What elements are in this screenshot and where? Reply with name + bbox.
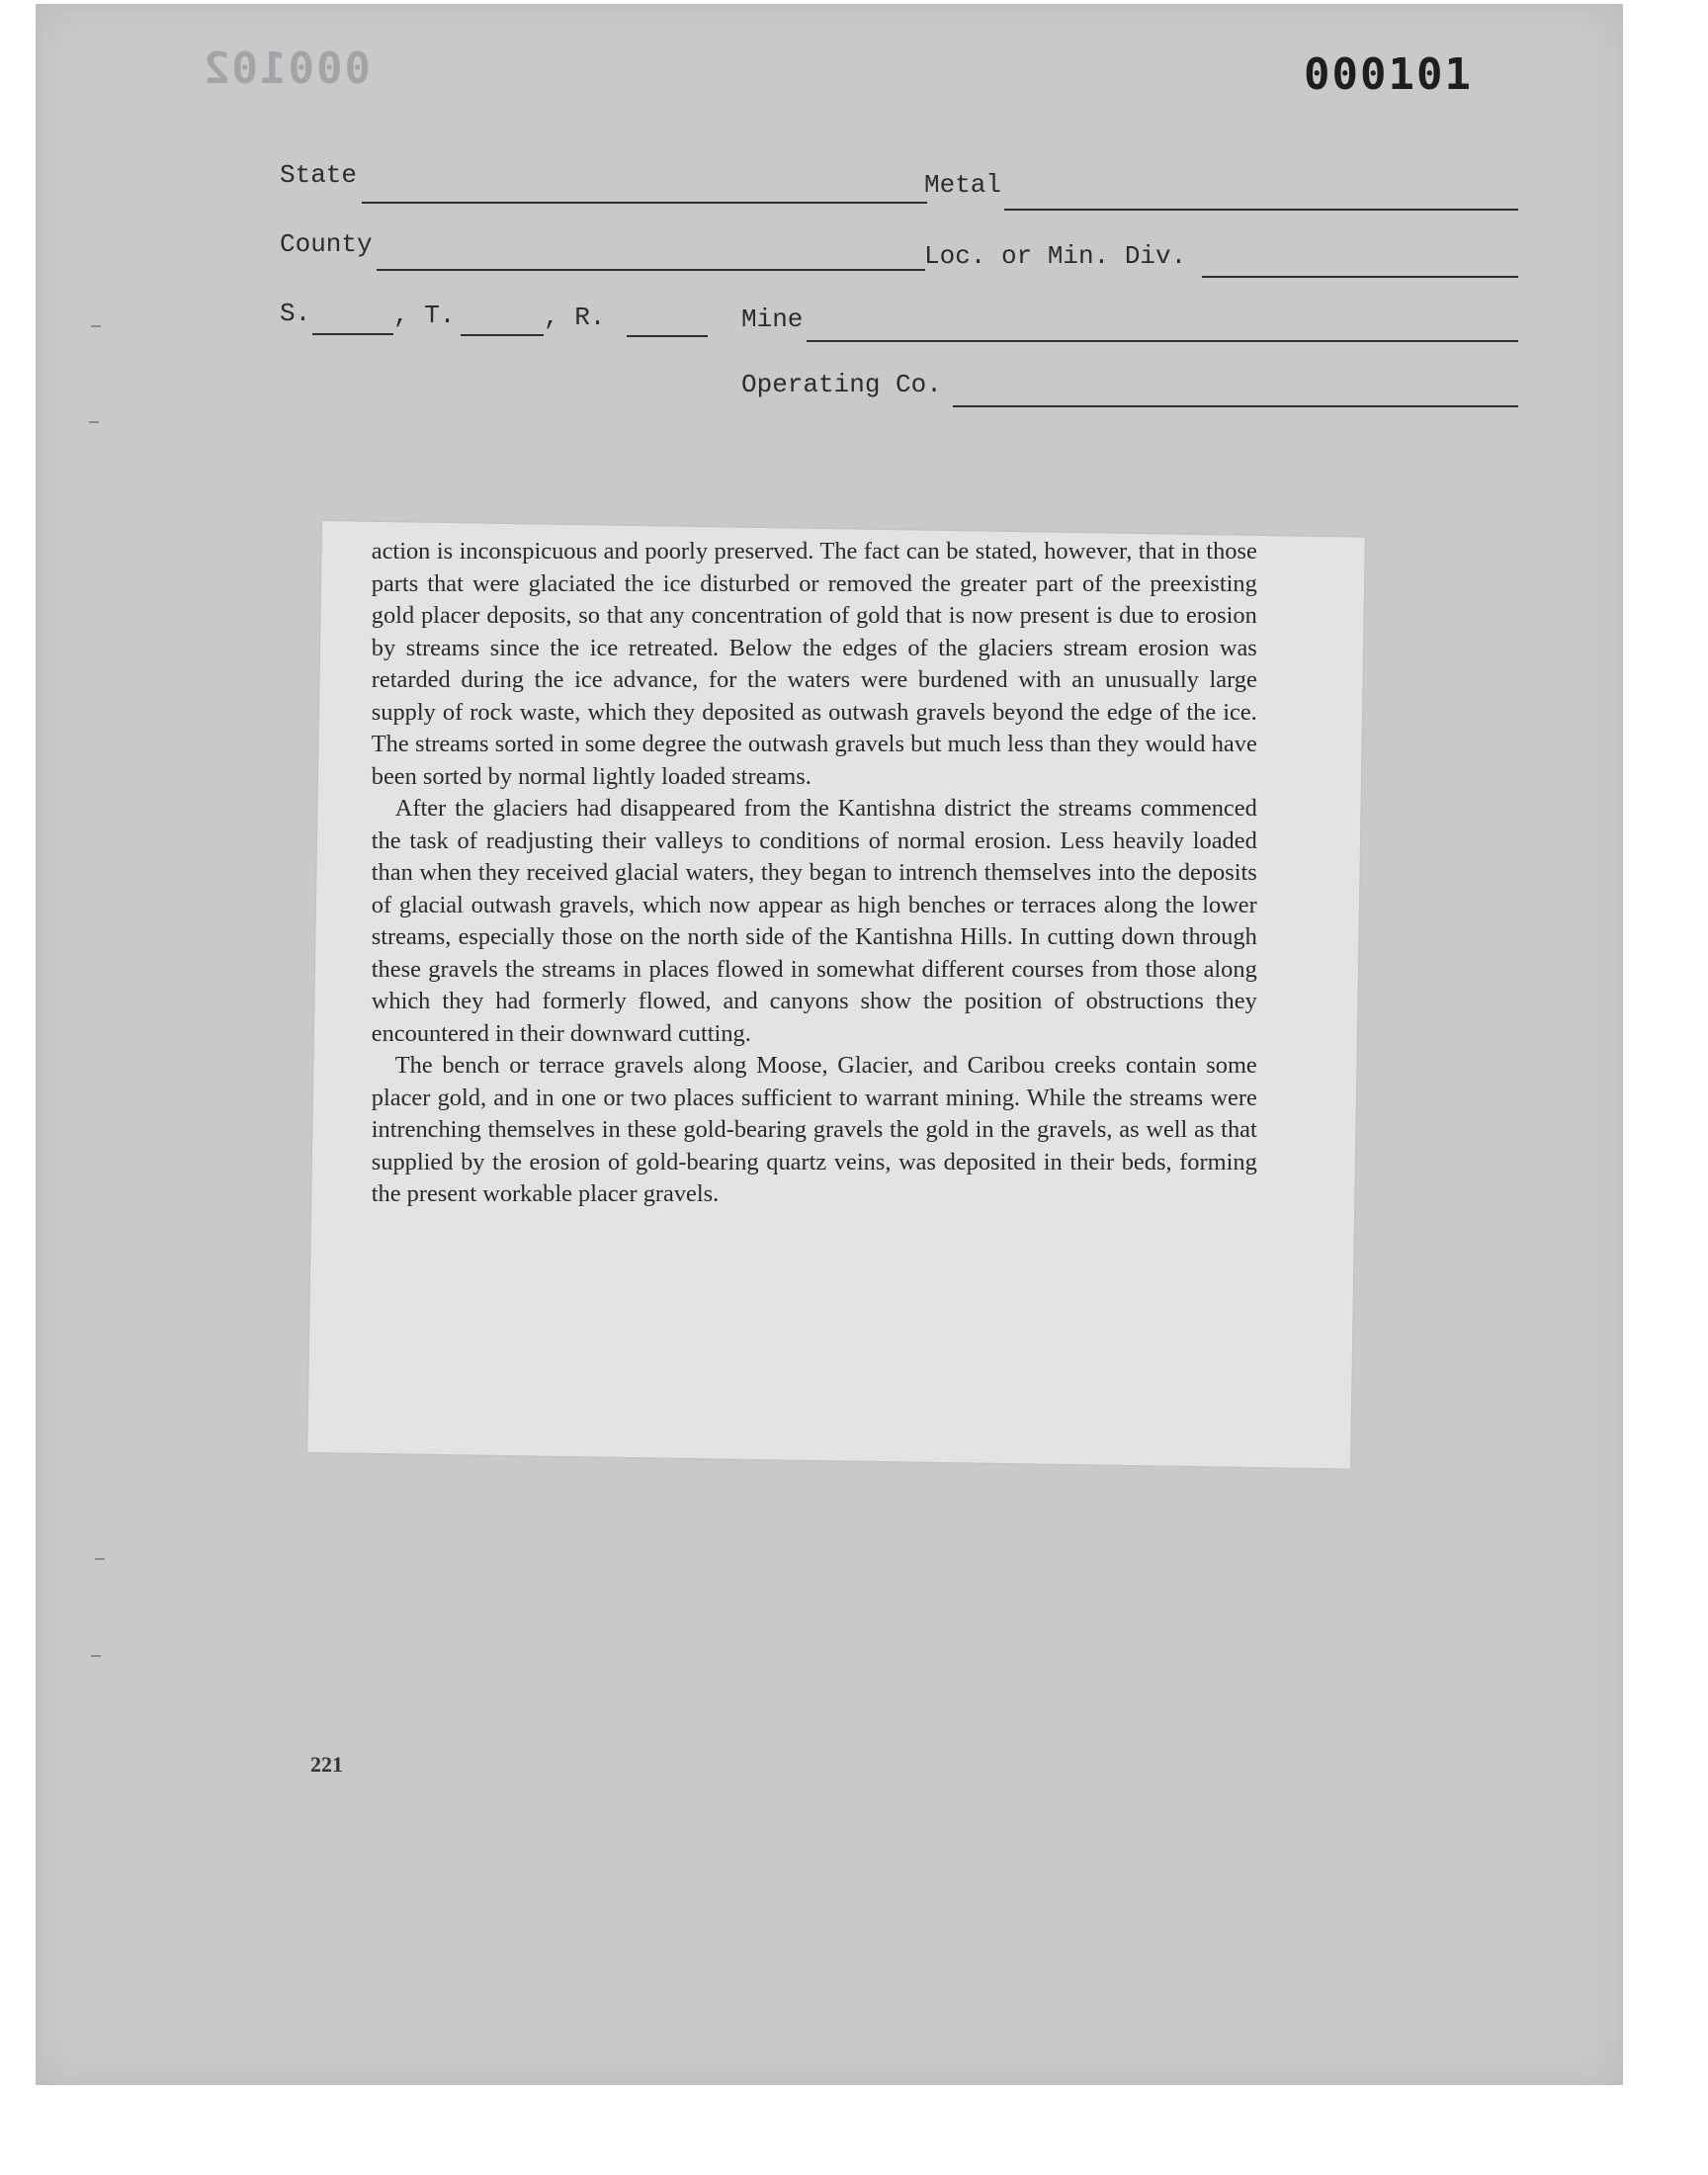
clipping-paragraph-1: action is inconspicuous and poorly preserved. The fact can be stated, however, that in those parts that were glaciated the ice disturbed or removed the greater part of the preexisting gold placer deposits, so that any concentration of gold that is now present is due to erosion by streams since the ice retreated. Below the edges of the glaciers stream erosion was retarded during the ice advance, for the waters were burdened with an unusually large supply of rock waste, which they deposited as outwash gravels beyond the edge of the ice. The streams sorted in some degree the outwash gravels but much less than they would have been sorted by normal lightly loaded streams.	[371, 537, 1257, 790]
township-field-line	[461, 334, 544, 336]
operating-co-field-line	[953, 405, 1518, 407]
section-label: S.	[280, 299, 311, 328]
loc-field-line	[1202, 276, 1518, 278]
clipping-paragraph-2: After the glaciers had disappeared from the Kantishna district the streams commenced the task of readjusting their valleys to conditions of normal erosion. Less heavily loaded than when they received glacial waters, they began to intrench themselves into the deposits of glacial outwash gravels, which now appear as high benches or terraces along the lower streams, especially those on the north side of the Kantishna Hills. In cutting down through these gravels the streams in places flowed in somewhat different courses from those along which they had formerly flowed, and canyons show the position of obstructions they encountered in their downward cutting.	[371, 794, 1257, 1047]
mine-field-line	[807, 340, 1518, 342]
township-label: , T.	[393, 301, 456, 330]
document-sheet	[36, 4, 1623, 2085]
state-field-line	[362, 202, 927, 204]
bleed-through-stamp: 000102	[202, 44, 371, 94]
county-label: County	[280, 229, 373, 259]
mine-label: Mine	[741, 304, 804, 334]
clipping-paragraph-3: The bench or terrace gravels along Moose, Glacier, and Caribou creeks contain some placer gold, and in one or two places sufficient to warrant mining. While the streams were intrenching themselves in these gold-bearing gravels the gold in the gravels, as well as that supplied by the erosion of gold-bearing quartz veins, was deposited in their beds, forming the present workable placer gravels.	[371, 1051, 1257, 1207]
clipping-text-block	[372, 536, 1257, 1211]
margin-tick	[91, 325, 101, 327]
state-label: State	[280, 160, 358, 190]
range-label: , R.	[544, 303, 606, 332]
margin-tick	[91, 1655, 101, 1657]
pasted-text-clipping	[307, 521, 1365, 1468]
county-field-line	[377, 269, 925, 271]
range-field-line	[627, 335, 708, 337]
margin-tick	[89, 421, 99, 423]
margin-tick	[95, 1558, 105, 1560]
operating-co-label: Operating Co.	[741, 370, 942, 399]
document-number-stamp: 000101	[1304, 49, 1473, 100]
section-field-line	[312, 333, 393, 335]
metal-field-line	[1004, 209, 1518, 211]
metal-label: Metal	[924, 170, 1002, 200]
loc-label: Loc. or Min. Div.	[924, 241, 1187, 271]
page-number: 221	[310, 1752, 343, 1777]
